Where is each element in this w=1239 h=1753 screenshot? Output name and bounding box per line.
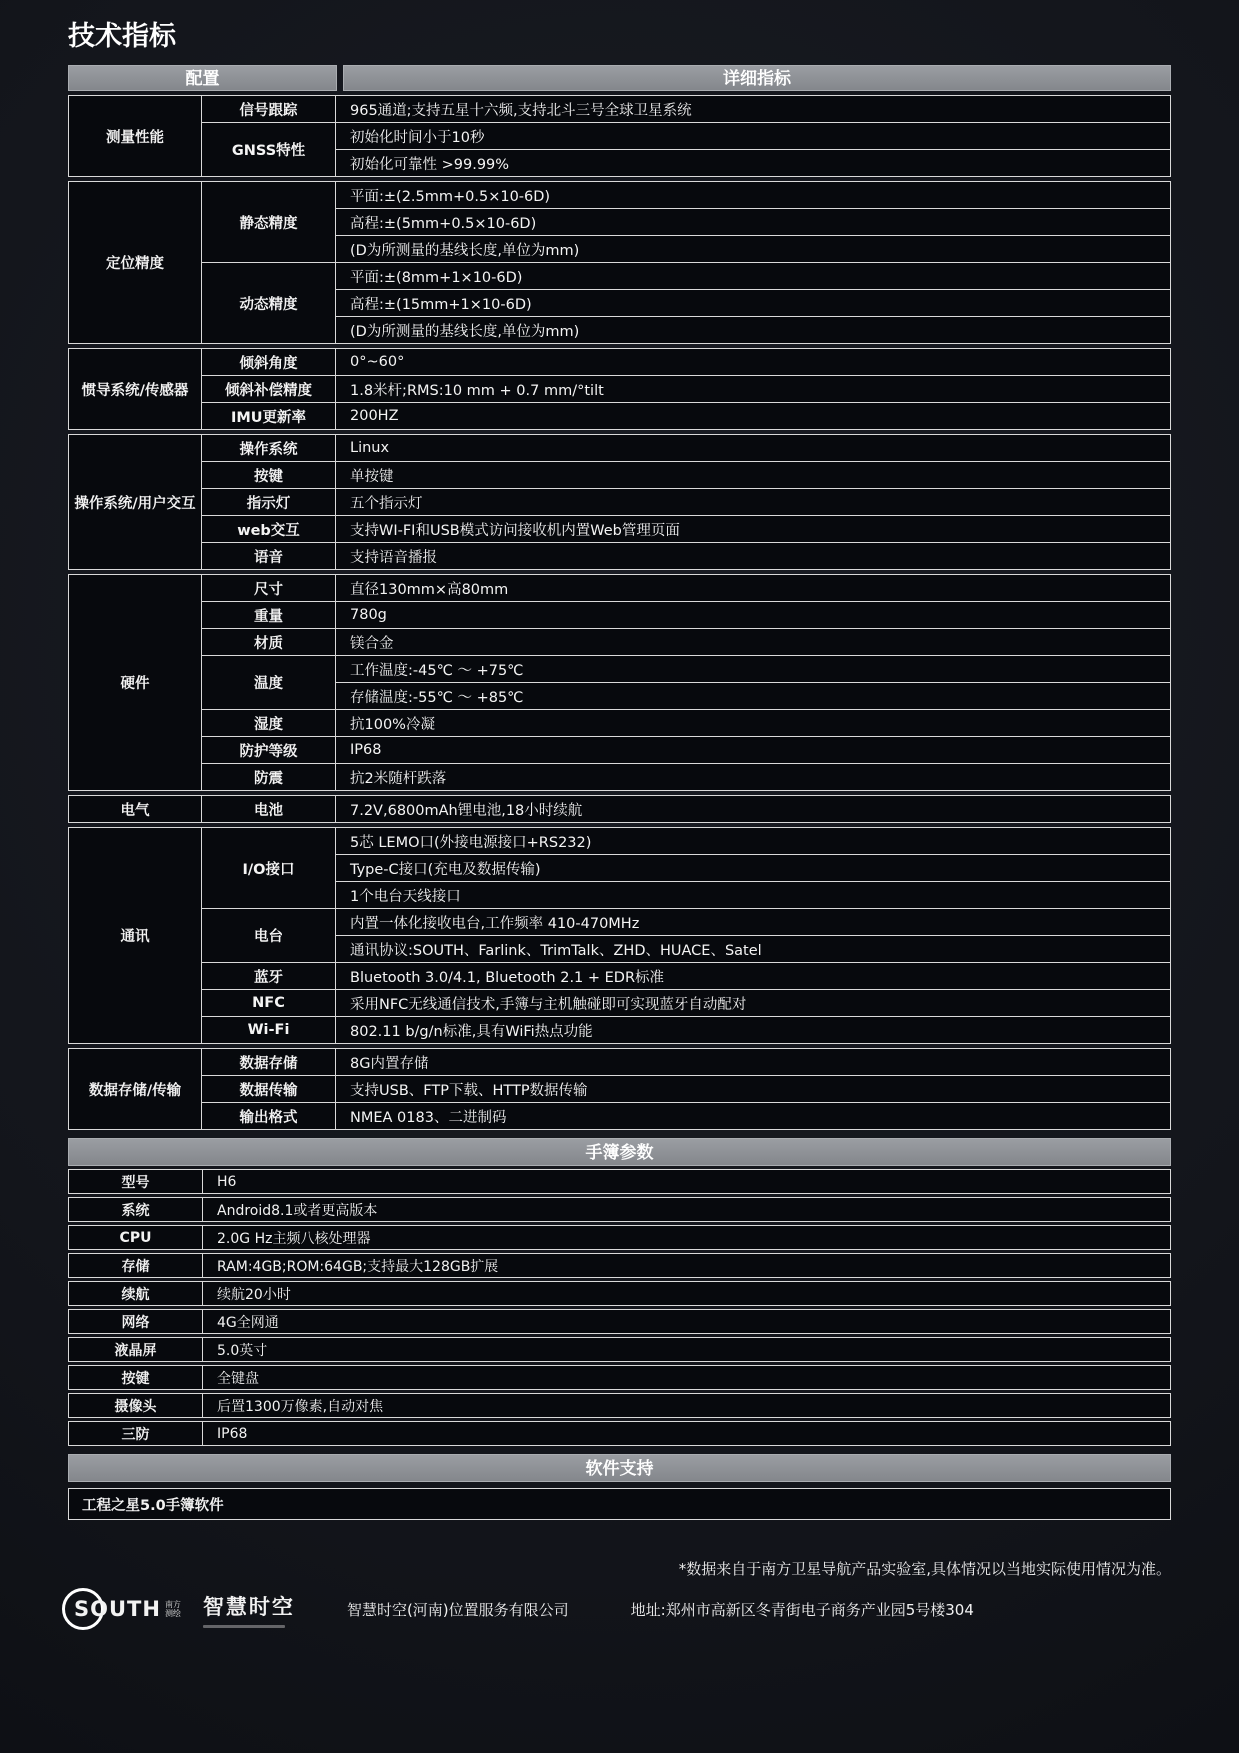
spec-value: 工作温度:-45℃ ～ +75℃ [336, 656, 1171, 683]
spec-group [68, 348, 1171, 430]
controller-row [68, 1309, 1171, 1334]
controller-row-label: 按键 [69, 1366, 203, 1389]
spec-value: 支持USB、FTP下载、HTTP数据传输 [336, 1076, 1171, 1103]
header-detail: 详细指标 [343, 65, 1171, 91]
spec-value: (D为所测量的基线长度,单位为mm) [336, 317, 1171, 344]
controller-row-value: H6 [217, 1173, 237, 1190]
controller-row-label: 型号 [69, 1170, 203, 1193]
spec-value: 高程:±(5mm+0.5×10-6D) [336, 209, 1171, 236]
controller-row-label: 摄像头 [69, 1394, 203, 1417]
header-config: 配置 [68, 65, 337, 91]
spec-value: IP68 [336, 737, 1171, 764]
spec-value: 单按键 [336, 462, 1171, 489]
spec-group-label: 电气 [69, 796, 202, 823]
spec-value: 通讯协议:SOUTH、Farlink、TrimTalk、ZHD、HUACE、Satel [336, 936, 1171, 963]
spec-item-label: 防震 [202, 764, 336, 791]
spec-value: 初始化可靠性 >99.99% [336, 150, 1171, 177]
controller-row-value: 2.0G Hz主频八核处理器 [217, 1230, 371, 1247]
software-section-title: 软件支持 [68, 1454, 1171, 1482]
controller-row [68, 1169, 1171, 1194]
controller-row-value: RAM:4GB;ROM:64GB;支持最大128GB扩展 [217, 1258, 499, 1275]
spec-value: 支持WI-FI和USB模式访问接收机内置Web管理页面 [336, 516, 1171, 543]
spec-item-label: 输出格式 [202, 1103, 336, 1130]
spec-group [68, 434, 1171, 570]
software-table [68, 1488, 1171, 1520]
spec-value: 采用NFC无线通信技术,手簿与主机触碰即可实现蓝牙自动配对 [336, 990, 1171, 1017]
spec-value: 平面:±(2.5mm+0.5×10-6D) [336, 182, 1171, 209]
spec-group-label: 定位精度 [69, 182, 202, 344]
controller-row-label: 液晶屏 [69, 1338, 203, 1361]
controller-row [68, 1197, 1171, 1222]
spec-group-label: 通讯 [69, 828, 202, 1044]
spec-value: 存储温度:-55℃ ～ +85℃ [336, 683, 1171, 710]
spec-item-label: 尺寸 [202, 575, 336, 602]
spec-value: 7.2V,6800mAh锂电池,18小时续航 [336, 796, 1171, 823]
spec-group [68, 795, 1171, 823]
controller-row-label: 系统 [69, 1198, 203, 1221]
spec-value: 8G内置存储 [336, 1049, 1171, 1076]
controller-table [68, 1169, 1171, 1446]
controller-row-value: 4G全网通 [217, 1314, 279, 1331]
spec-group [68, 181, 1171, 344]
spec-item-label: 倾斜角度 [202, 349, 336, 376]
footer [62, 1588, 974, 1630]
spec-item-label: IMU更新率 [202, 403, 336, 430]
controller-row [68, 1365, 1171, 1390]
controller-row-value: 续航20小时 [217, 1286, 291, 1303]
footnote: *数据来自于南方卫星导航产品实验室,具体情况以当地实际使用情况为准。 [678, 1560, 1171, 1578]
spec-value: 802.11 b/g/n标准,具有WiFi热点功能 [336, 1017, 1171, 1044]
spec-group-label: 惯导系统/传感器 [69, 349, 202, 430]
spec-value: 初始化时间小于10秒 [336, 123, 1171, 150]
spec-value: 965通道;支持五星十六频,支持北斗三号全球卫星系统 [336, 96, 1171, 123]
brand-logo [203, 1591, 295, 1628]
spec-item-label: 倾斜补偿精度 [202, 376, 336, 403]
controller-row-label: 三防 [69, 1422, 203, 1445]
spec-value: NMEA 0183、二进制码 [336, 1103, 1171, 1130]
spec-value: 镁合金 [336, 629, 1171, 656]
spec-value: 1个电台天线接口 [336, 882, 1171, 909]
controller-row-value: IP68 [217, 1425, 248, 1442]
controller-row [68, 1281, 1171, 1306]
controller-row [68, 1253, 1171, 1278]
controller-row [68, 1225, 1171, 1250]
spec-item-label: 防护等级 [202, 737, 336, 764]
controller-row [68, 1337, 1171, 1362]
spec-item-label: 数据传输 [202, 1076, 336, 1103]
spec-value: Bluetooth 3.0/4.1, Bluetooth 2.1 + EDR标准 [336, 963, 1171, 990]
spec-value: 抗100%冷凝 [336, 710, 1171, 737]
company-address: 地址:郑州市高新区冬青街电子商务产业园5号楼304 [630, 1600, 974, 1619]
spec-item-label: 操作系统 [202, 435, 336, 462]
spec-item-label: I/O接口 [202, 828, 336, 909]
spec-item-label: 湿度 [202, 710, 336, 737]
spec-value: 高程:±(15mm+1×10-6D) [336, 290, 1171, 317]
spec-item-label: 静态精度 [202, 182, 336, 263]
spec-item-label: 电池 [202, 796, 336, 823]
spec-value: 5芯 LEMO口(外接电源接口+RS232) [336, 828, 1171, 855]
spec-table-groups [68, 95, 1171, 1130]
spec-value: Type-C接口(充电及数据传输) [336, 855, 1171, 882]
controller-section-title: 手簿参数 [68, 1138, 1171, 1166]
spec-item-label: 信号跟踪 [202, 96, 336, 123]
spec-value: 直径130mm×高80mm [336, 575, 1171, 602]
spec-item-label: Wi-Fi [202, 1017, 336, 1044]
spec-item-label: 指示灯 [202, 489, 336, 516]
controller-row-label: 网络 [69, 1310, 203, 1333]
spec-group-label: 硬件 [69, 575, 202, 791]
controller-row-value: Android8.1或者更高版本 [217, 1202, 378, 1219]
controller-row-label: CPU [69, 1226, 203, 1249]
spec-value: 1.8米杆;RMS:10 mm + 0.7 mm/°tilt [336, 376, 1171, 403]
spec-group [68, 95, 1171, 177]
spec-group-label: 测量性能 [69, 96, 202, 177]
south-logo [62, 1588, 183, 1630]
spec-value: Linux [336, 435, 1171, 462]
spec-group [68, 827, 1171, 1044]
page-title: 技术指标 [68, 21, 176, 52]
spec-value: 780g [336, 602, 1171, 629]
spec-item-label: 按键 [202, 462, 336, 489]
brand-tagline-decoration [203, 1625, 285, 1628]
spec-value: 平面:±(8mm+1×10-6D) [336, 263, 1171, 290]
controller-row-label: 存储 [69, 1254, 203, 1277]
spec-item-label: 材质 [202, 629, 336, 656]
spec-item-label: 温度 [202, 656, 336, 710]
spec-value: 200HZ [336, 403, 1171, 430]
spec-item-label: 重量 [202, 602, 336, 629]
spec-item-label: 动态精度 [202, 263, 336, 344]
spec-sheet-page [68, 0, 1171, 1753]
controller-row-value: 后置1300万像素,自动对焦 [217, 1398, 384, 1415]
spec-value: 支持语音播报 [336, 543, 1171, 570]
controller-row [68, 1421, 1171, 1446]
controller-row-label: 续航 [69, 1282, 203, 1305]
spec-group-label: 数据存储/传输 [69, 1049, 202, 1130]
spec-value: (D为所测量的基线长度,单位为mm) [336, 236, 1171, 263]
brand-logo-text: 智慧时空 [202, 1594, 295, 1619]
south-logo-text: SOUTH [74, 1597, 161, 1621]
spec-group [68, 1048, 1171, 1130]
spec-item-label: 蓝牙 [202, 963, 336, 990]
spec-group-label: 操作系统/用户交互 [69, 435, 202, 570]
spec-value: 内置一体化接收电台,工作频率 410-470MHz [336, 909, 1171, 936]
south-logo-subtext: 南方测绘 [164, 1600, 181, 1618]
spec-group [68, 574, 1171, 791]
spec-value: 抗2米随杆跌落 [336, 764, 1171, 791]
spec-table-header [68, 65, 1171, 91]
spec-value: 0°~60° [336, 349, 1171, 376]
spec-item-label: GNSS特性 [202, 123, 336, 177]
spec-item-label: 语音 [202, 543, 336, 570]
controller-row-value: 全键盘 [217, 1370, 259, 1387]
spec-item-label: web交互 [202, 516, 336, 543]
company-name: 智慧时空(河南)位置服务有限公司 [346, 1600, 569, 1619]
software-row: 工程之星5.0手簿软件 [68, 1488, 1171, 1520]
spec-item-label: NFC [202, 990, 336, 1017]
controller-row-value: 5.0英寸 [217, 1342, 268, 1359]
spec-item-label: 数据存储 [202, 1049, 336, 1076]
spec-value: 五个指示灯 [336, 489, 1171, 516]
controller-row [68, 1393, 1171, 1418]
spec-item-label: 电台 [202, 909, 336, 963]
